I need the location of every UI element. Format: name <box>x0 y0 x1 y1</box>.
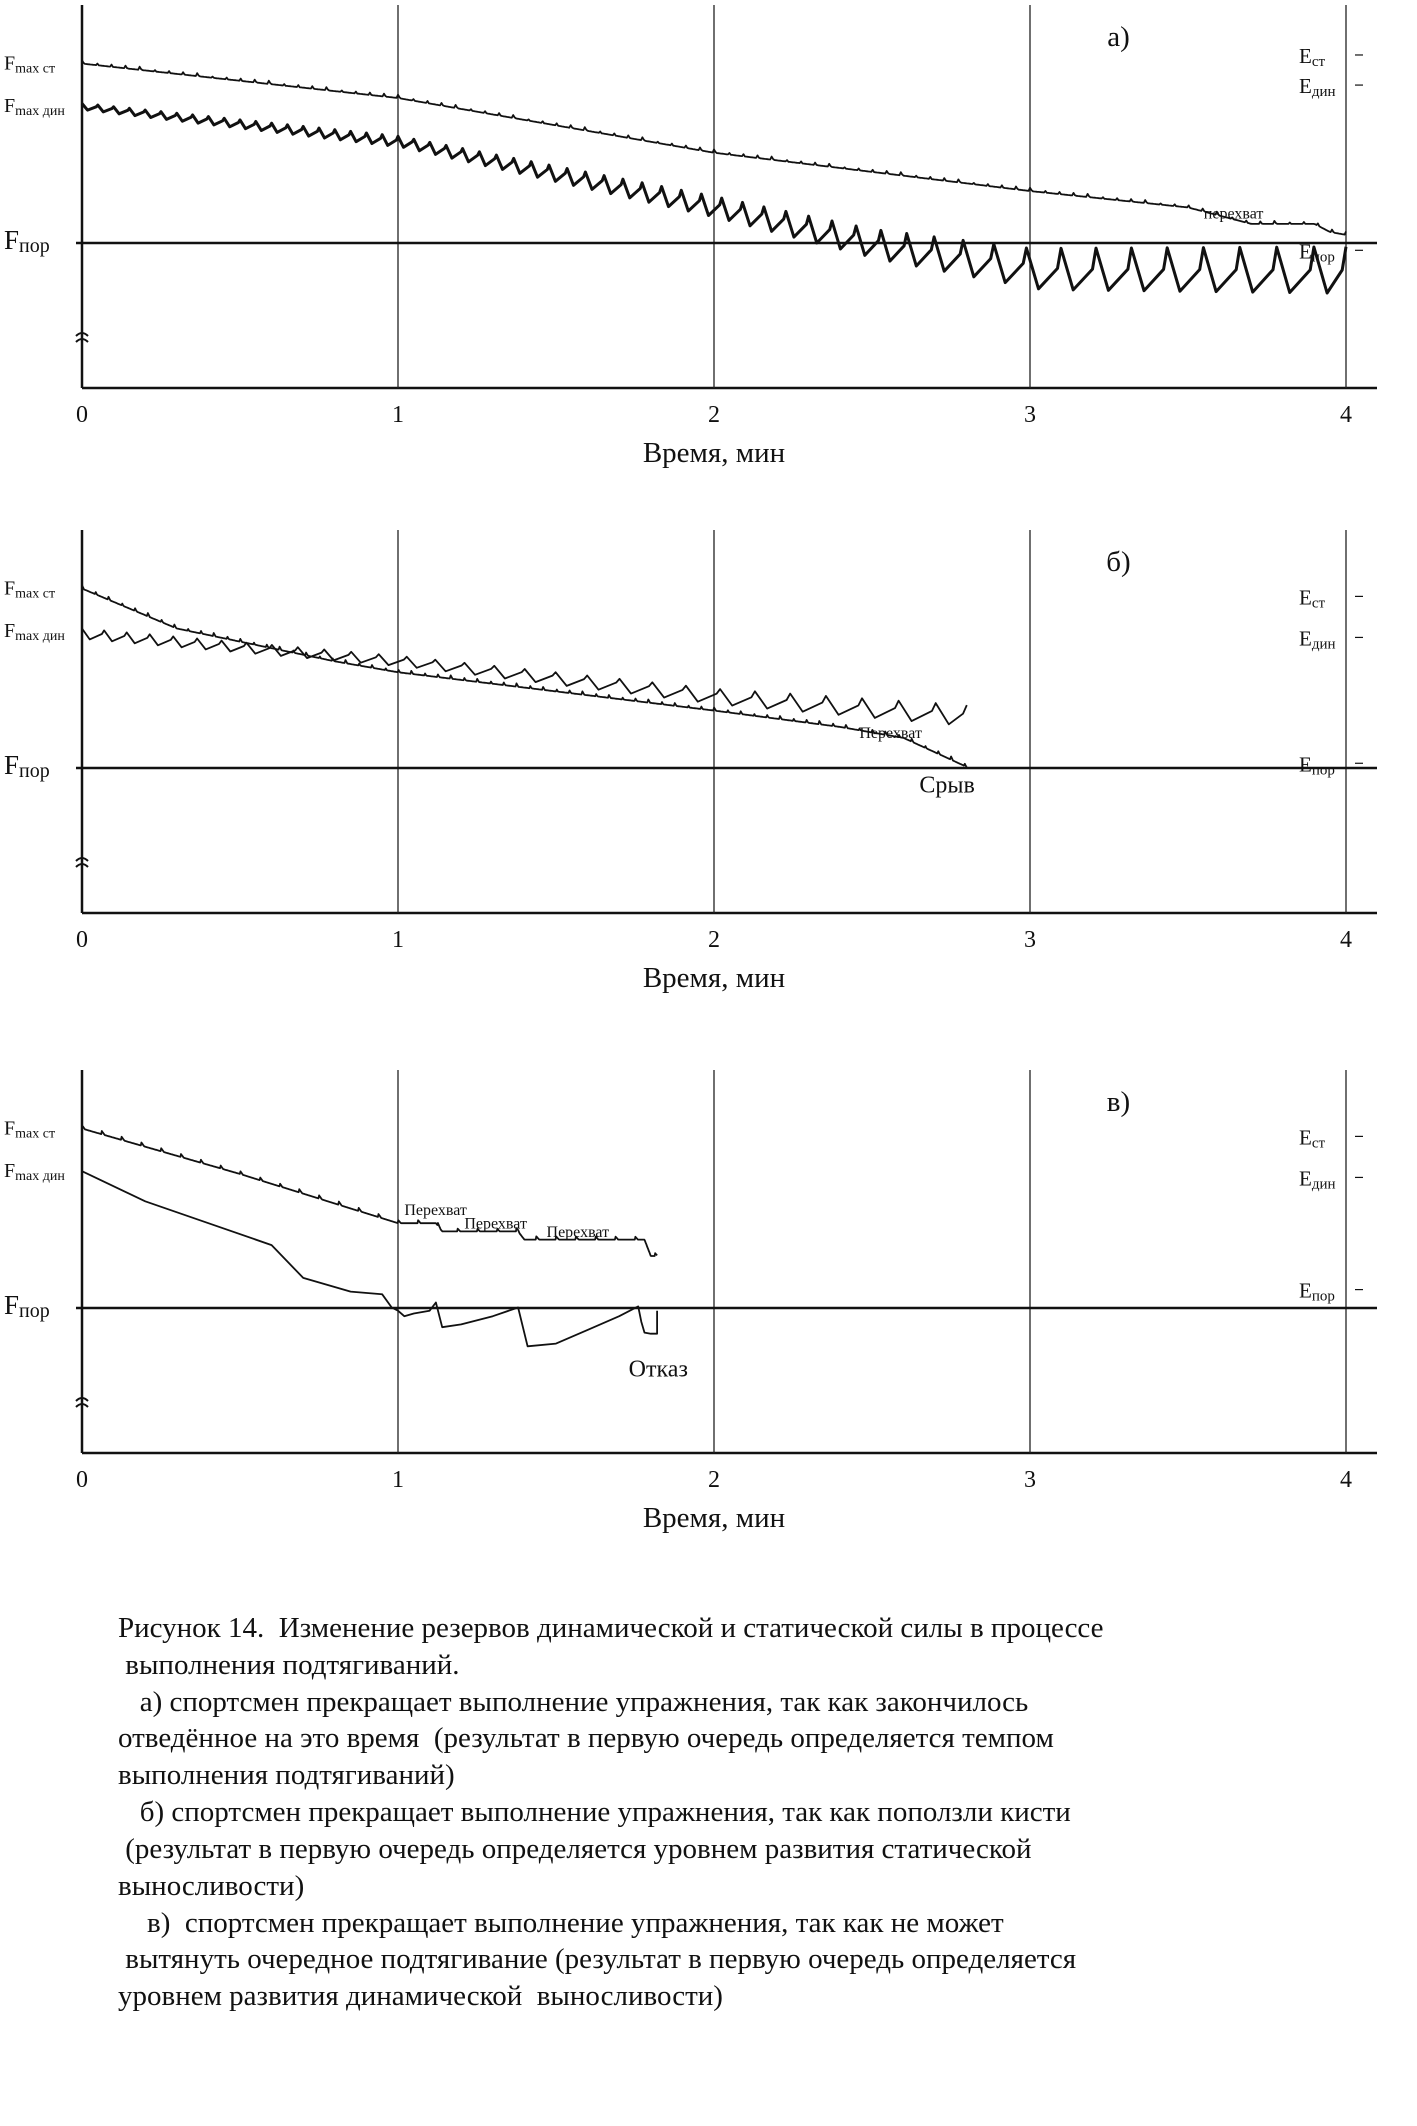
label-subscript: пор <box>19 760 50 783</box>
chart-b-svg <box>0 525 1417 1045</box>
label-base: E <box>1299 1125 1312 1150</box>
x-tick-label: 0 <box>76 1467 88 1493</box>
label-subscript: пор <box>19 1300 50 1323</box>
panel-label: в) <box>1106 1086 1131 1119</box>
label-subscript: max ст <box>15 1126 56 1142</box>
label-subscript: дин <box>1311 1176 1336 1193</box>
x-tick-label: 3 <box>1024 1467 1036 1493</box>
label-subscript: max ст <box>15 586 56 602</box>
annotation-label: Перехват <box>546 1223 610 1241</box>
caption-line: уровнем развития динамической выносливости) <box>118 1980 723 2013</box>
x-tick-label: 2 <box>708 927 720 953</box>
right-level-label <box>1299 44 1325 70</box>
label-subscript: max дин <box>15 104 65 120</box>
end-label: Срыв <box>919 772 975 799</box>
y-level-label <box>4 53 55 77</box>
label-base: F <box>4 620 16 643</box>
x-tick-label: 1 <box>392 1467 404 1493</box>
caption-line: (результат в первую очередь определяется уровнем развития статической <box>118 1832 1032 1865</box>
panel-label: б) <box>1106 546 1131 579</box>
x-axis-title: Время, мин <box>642 962 786 994</box>
label-subscript: пор <box>1311 1288 1335 1305</box>
chart-panel-c <box>0 1065 1417 1585</box>
x-tick-label: 4 <box>1340 927 1352 953</box>
y-level-label <box>4 225 50 257</box>
caption-line: а) спортсмен прекращает выполнение упражнения, так как закончилось <box>118 1685 1029 1718</box>
label-base: F <box>4 1117 16 1140</box>
y-level-label <box>4 1118 55 1142</box>
label-base: F <box>4 225 20 256</box>
label-subscript: max дин <box>15 629 65 645</box>
annotation-label: Перехват <box>464 1215 527 1233</box>
caption-line: выносливости) <box>118 1869 305 1902</box>
label-base: F <box>4 577 16 600</box>
series-line-dynamic <box>82 1171 657 1346</box>
label-base: E <box>1299 1278 1312 1303</box>
label-base: F <box>4 1290 20 1321</box>
label-base: E <box>1299 752 1312 777</box>
label-base: E <box>1299 585 1312 610</box>
label-base: E <box>1299 626 1312 651</box>
chart-c-svg <box>0 1065 1417 1585</box>
figure-caption <box>118 1610 1318 2015</box>
y-level-label <box>4 95 65 119</box>
right-level-label <box>1299 1125 1325 1151</box>
chart-panel-b <box>0 525 1417 1045</box>
label-subscript: ст <box>1311 595 1326 612</box>
x-tick-label: 3 <box>1024 927 1036 953</box>
right-level-label <box>1299 1279 1335 1305</box>
end-label: Отказ <box>628 1356 688 1383</box>
label-base: F <box>4 52 16 75</box>
label-subscript: ст <box>1311 1135 1326 1152</box>
caption-line: Рисунок 14. Изменение резервов динамической и статической силы в процессе <box>118 1612 1104 1644</box>
label-base: E <box>1299 74 1312 99</box>
label-base: E <box>1299 239 1312 264</box>
label-base: F <box>4 95 16 118</box>
label-base: F <box>4 1160 16 1183</box>
x-tick-label: 0 <box>76 927 88 953</box>
panel-label: а) <box>1107 21 1130 54</box>
x-tick-label: 3 <box>1024 402 1036 428</box>
x-axis-title: Время, мин <box>642 437 786 469</box>
right-level-label <box>1299 626 1336 652</box>
label-subscript: ст <box>1311 53 1326 70</box>
x-tick-label: 0 <box>76 402 88 428</box>
label-base: F <box>4 750 20 781</box>
caption-line: в) спортсмен прекращает выполнение упражнения, так как не может <box>118 1906 1004 1939</box>
annotation-label: перехват <box>1203 205 1264 223</box>
x-tick-label: 2 <box>708 402 720 428</box>
y-level-label <box>4 750 50 782</box>
label-subscript: пор <box>19 235 50 258</box>
x-tick-label: 1 <box>392 402 404 428</box>
caption-line: выполнения подтягиваний) <box>118 1759 455 1792</box>
chart-a-svg <box>0 0 1417 520</box>
y-level-label <box>4 578 55 602</box>
caption-line: выполнения подтягиваний. <box>118 1648 460 1681</box>
x-tick-label: 4 <box>1340 402 1352 428</box>
caption-line: отведённое на это время (результат в первую очередь определяется темпом <box>118 1722 1054 1755</box>
y-level-label <box>4 620 65 644</box>
chart-panel-a <box>0 0 1417 520</box>
label-subscript: пор <box>1311 249 1335 266</box>
series-line-dynamic <box>82 629 967 725</box>
label-base: E <box>1299 43 1312 68</box>
x-tick-label: 1 <box>392 927 404 953</box>
annotation-label: Перехват <box>859 724 922 742</box>
y-level-label <box>4 1160 65 1184</box>
x-tick-label: 4 <box>1340 1467 1352 1493</box>
label-subscript: дин <box>1311 636 1336 653</box>
x-tick-label: 2 <box>708 1467 720 1493</box>
label-subscript: max дин <box>15 1169 65 1185</box>
right-level-label <box>1299 752 1335 778</box>
x-axis-title: Время, мин <box>642 1502 786 1534</box>
right-level-label <box>1299 585 1325 611</box>
right-level-label <box>1299 1166 1336 1192</box>
label-subscript: пор <box>1311 762 1335 779</box>
caption-line: вытянуть очередное подтягивание (результат в первую очередь определяется <box>118 1943 1077 1976</box>
label-subscript: max ст <box>15 61 56 77</box>
right-level-label <box>1299 74 1336 100</box>
label-subscript: дин <box>1311 84 1336 101</box>
label-base: E <box>1299 1166 1312 1191</box>
y-level-label <box>4 1290 50 1322</box>
series-line-static <box>82 585 967 767</box>
annotation-label: Перехват <box>404 1201 467 1219</box>
caption-line: б) спортсмен прекращает выполнение упражнения, так как поползли кисти <box>118 1796 1071 1829</box>
